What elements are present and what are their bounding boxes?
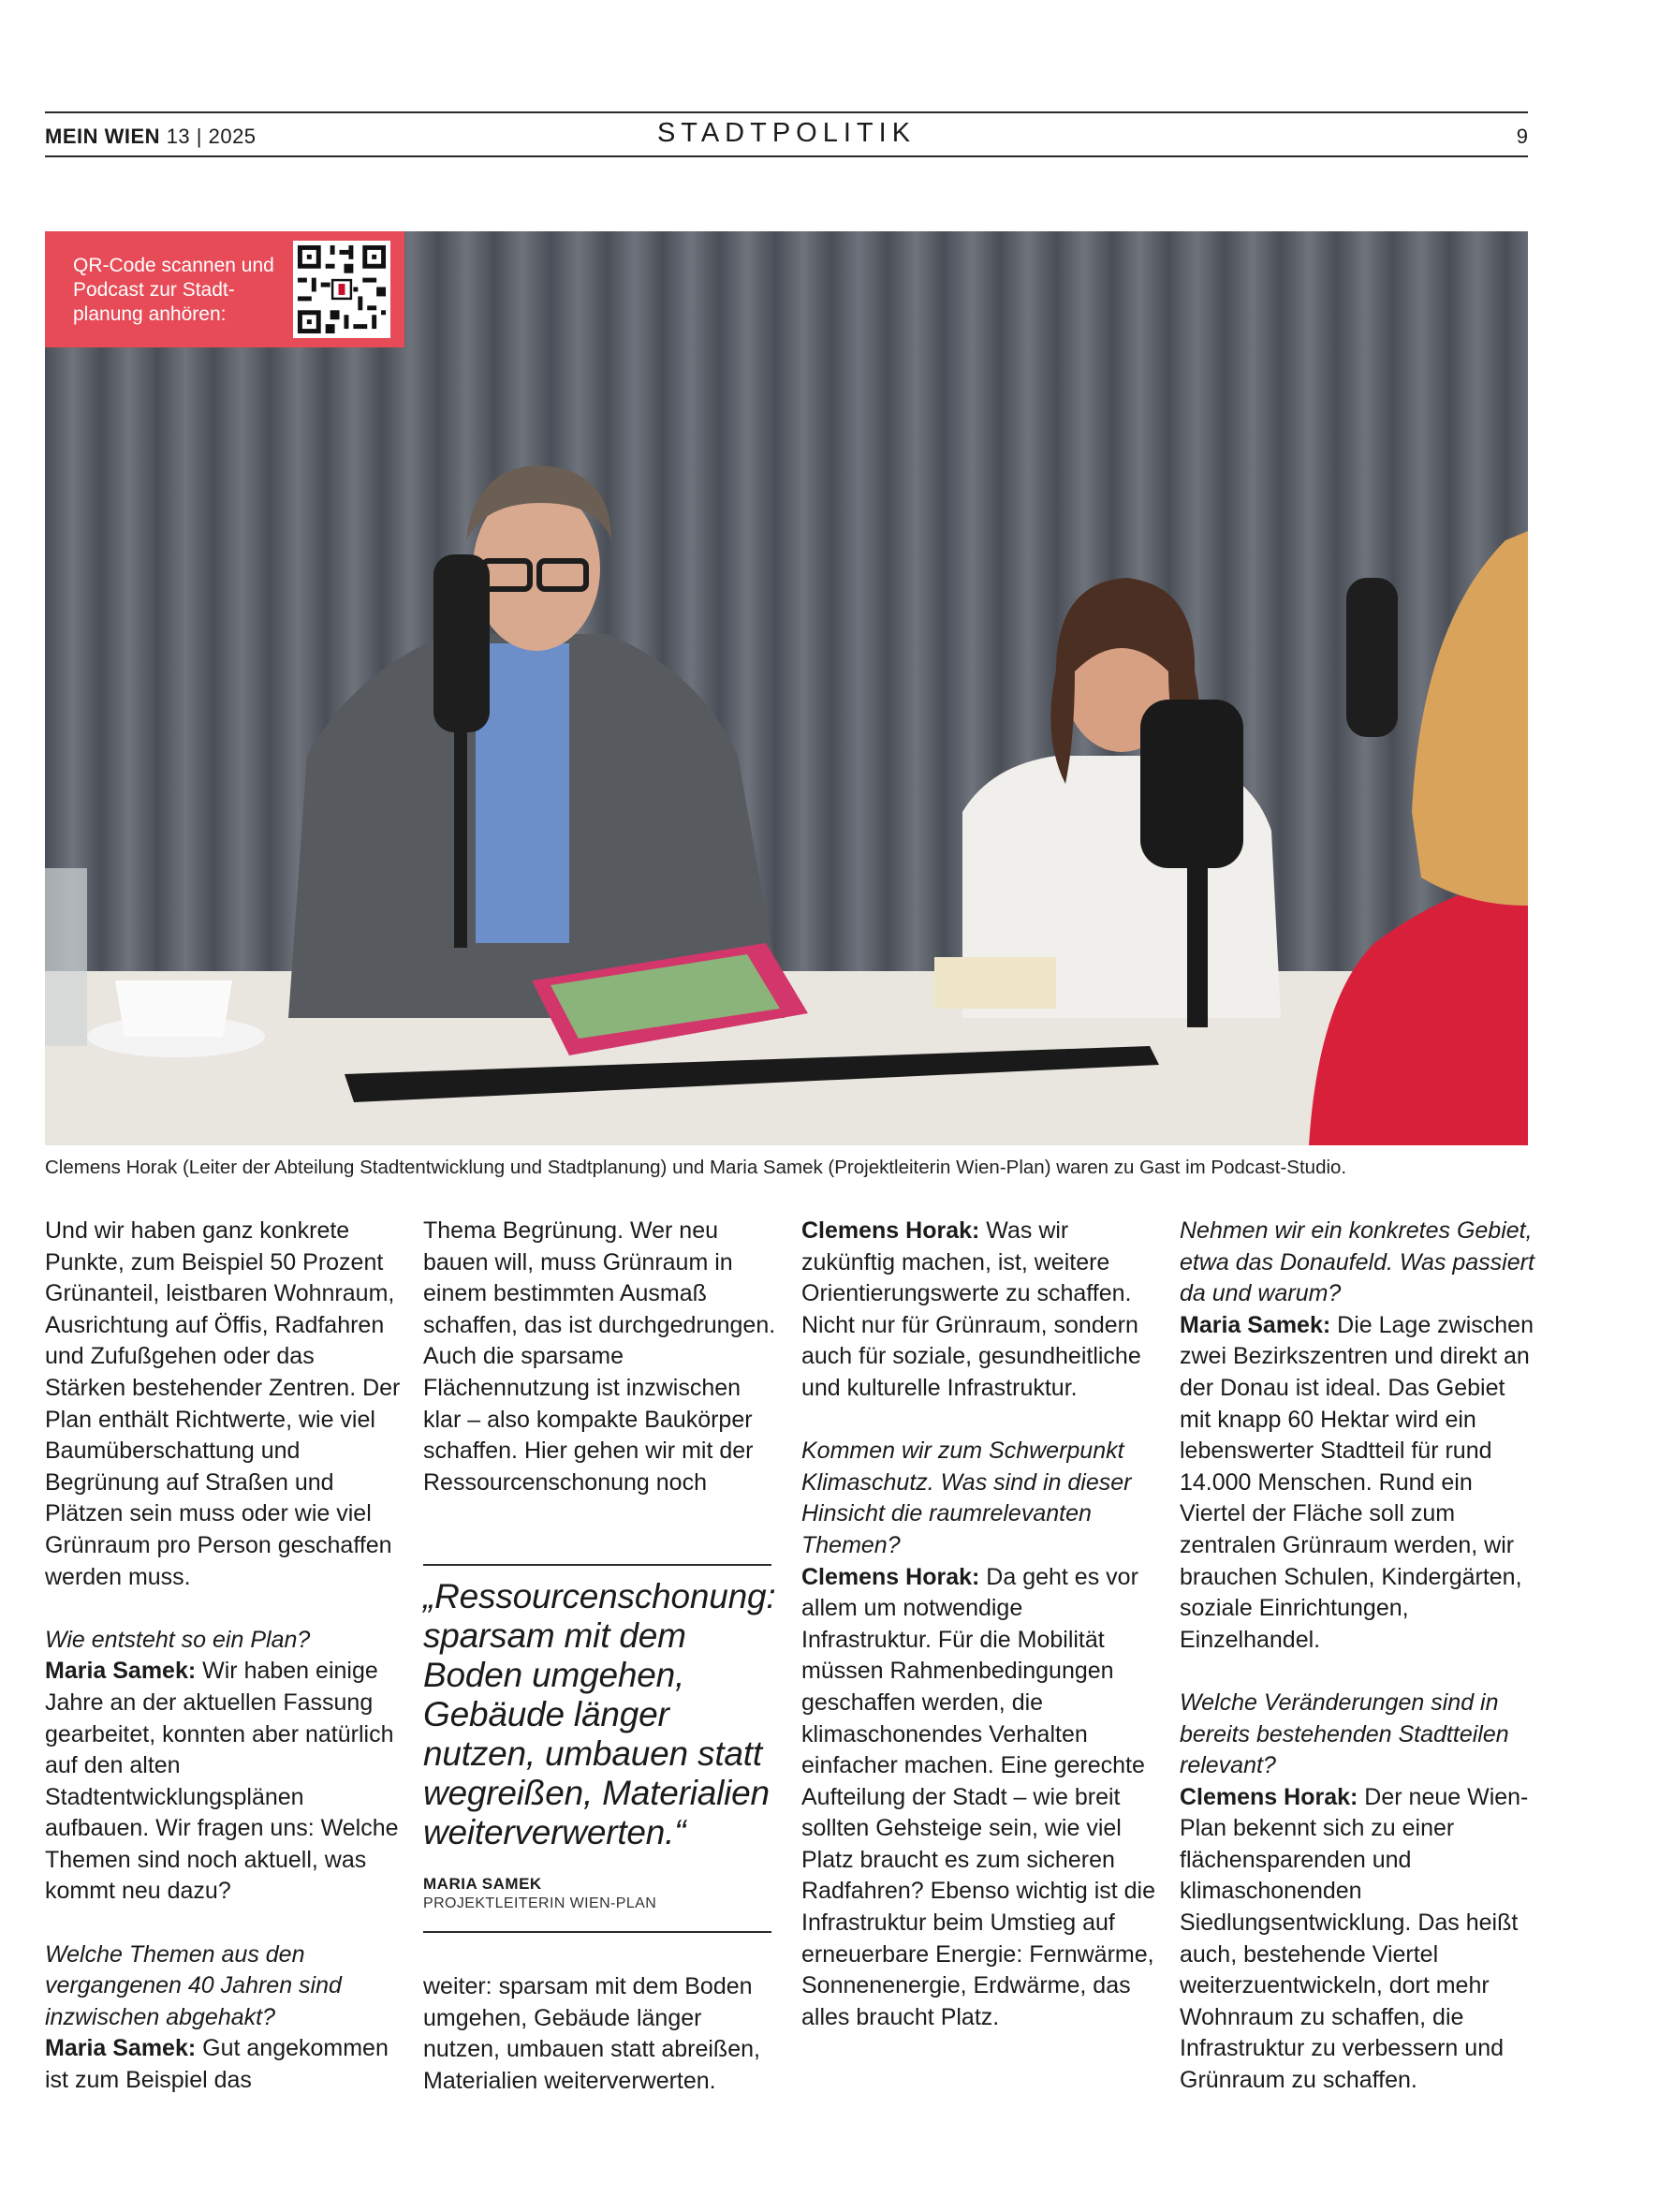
article-column-4 [1180, 1216, 1535, 2097]
quote-bottom-rule [423, 1931, 771, 1933]
header-bottom-rule [45, 155, 1528, 157]
article-column-3 [801, 1216, 1157, 2033]
podcast-studio-photo [45, 231, 1528, 1145]
qr-code-icon[interactable] [293, 241, 390, 338]
section-title: STADTPOLITIK [656, 118, 917, 148]
interview-answer-block [801, 1216, 1157, 1405]
pull-quote [423, 1564, 776, 1933]
paragraph: Und wir haben ganz konkrete Punkte, zum Beispiel 50 Prozent Grünanteil, leistbaren Wohnraum, Ausrichtung auf Öffis, Radfahren und Zufußgehen oder das Stärken bestehender Zentren. Der Plan enthält Richtwerte, wie viel Baumüberschattung und Begrünung auf Straßen und Plätzen sein muss oder wie viel Grünraum pro Person geschaffen werden muss. [45, 1217, 401, 1590]
interview-answer: Wir haben einige Jahre an der aktuellen Fassung gearbeitet, konnten aber natürlich auf den alten Stadtentwicklungsplänen aufbauen. Wir fragen uns: Welche Themen sind noch aktuell, was kommt neu dazu? [45, 1658, 399, 1905]
interview-answer: Die Lage zwischen zwei Bezirkszentren und direkt an der Donau ist ideal. Das Gebiet mit knapp 60 Hektar wird ein lebenswerter Stadtteil für rund 14.000 Menschen. Rund ein Viertel der Fläche soll zum zentralen Grünraum werden, wir brauchen Schulen, Kindergärten, soziale Einrichtungen, Einzelhandel. [1180, 1311, 1534, 1653]
header-top-rule [45, 111, 1528, 113]
interview-exchange [45, 1939, 401, 2097]
interview-answer: Der neue Wien-Plan bekennt sich zu einer flächensparenden und klimaschonenden Siedlungsentwicklung. Das heißt auch, bestehende Viertel weiterzuentwickeln, dort mehr Wohnraum zu schaffen, die Infrastruktur zu verbessern und Grünraum zu schaffen. [1180, 1783, 1529, 2094]
issue-number: 13 | 2025 [166, 125, 257, 148]
interview-answer: Gut angekommen ist zum Beispiel das [45, 2035, 389, 2094]
interview-question: Wie entsteht so ein Plan? [45, 1626, 311, 1653]
photo-caption: Clemens Horak (Leiter der Abteilung Stadtentwicklung und Stadtplanung) und Maria Samek (Projektleiterin Wien-Plan) waren zu Gast im Podcast-Studio. [45, 1157, 1347, 1178]
publication-name: MEIN WIEN [45, 125, 161, 148]
quote-author-role: PROJEKTLEITERIN WIEN-PLAN [423, 1895, 657, 1911]
speaker-name: Clemens Horak: [801, 1217, 980, 1244]
article-column-2 [423, 1216, 779, 1498]
page-number: 9 [1516, 125, 1528, 148]
speaker-name: Maria Samek: [45, 2035, 197, 2062]
paragraph: weiter: sparsam mit dem Boden umgehen, Gebäude länger nutzen, umbauen statt abreißen, Materialien weiterverwerten. [423, 1973, 760, 2094]
article-column-2-continued [423, 1971, 779, 2097]
interview-answer: Da geht es vor allem um notwendige Infrastruktur. Für die Mobilität müssen Rahmenbedingungen geschaffen werden, die klimaschonendes Verhalten einfacher machen. Eine gerechte Aufteilung der Stadt – wie breit sollten Gehsteige sein, wie viel Platz braucht es zum sicheren Radfahren? Ebenso wichtig ist die Infrastruktur beim Umstieg auf erneuerbare Energie: Fernwärme, Sonnenenergie, Erdwärme, das alles braucht Platz. [801, 1563, 1156, 2030]
interview-question: Welche Themen aus den vergangenen 40 Jahren sind inzwischen abgehakt? [45, 1940, 342, 2030]
interview-exchange [1180, 1216, 1535, 1656]
paragraph: Thema Begrünung. Wer neu bauen will, muss Grünraum in einem bestimmten Ausmaß schaffen, das ist durchgedrungen. Auch die sparsame Flächennutzung ist inzwischen klar – also kompakte Baukörper schaffen. Hier gehen wir mit der Ressourcenschonung noch [423, 1217, 776, 1496]
interview-question: Welche Veränderungen sind in bereits bestehenden Stadtteilen relevant? [1180, 1688, 1509, 1779]
article-column-1 [45, 1216, 401, 2097]
speaker-name: Clemens Horak: [801, 1563, 980, 1590]
interview-answer: Was wir zukünftig machen, ist, weitere Orientierungswerte zu schaffen. Nicht nur für Grünraum, sondern auch für soziale, gesundheitliche und kulturelle Infrastruktur. [801, 1217, 1141, 1401]
qr-code-box[interactable] [45, 231, 404, 347]
quote-author: MARIA SAMEK [423, 1875, 542, 1893]
qr-instruction: QR-Code scannen und Podcast zur Stadt-planung anhören: [73, 255, 274, 325]
speaker-name: Maria Samek: [1180, 1311, 1331, 1338]
interview-question: Kommen wir zum Schwerpunkt Klimaschutz. Was sind in dieser Hinsicht die raumrelevanten Themen? [801, 1438, 1132, 1558]
speaker-name: Maria Samek: [45, 1658, 197, 1685]
interview-question: Nehmen wir ein konkretes Gebiet, etwa das Donaufeld. Was passiert da und warum? [1180, 1217, 1534, 1307]
quote-top-rule [423, 1564, 771, 1566]
quote-text: „Ressourcenschonung: sparsam mit dem Boden umgehen, Gebäude länger nutzen, umbauen statt wegreißen, Materialien weiterverwerten.“ [423, 1577, 776, 1851]
interview-exchange [1180, 1688, 1535, 2097]
speaker-name: Clemens Horak: [1180, 1783, 1358, 1810]
interview-exchange [45, 1625, 401, 1908]
interview-exchange [801, 1436, 1157, 2033]
